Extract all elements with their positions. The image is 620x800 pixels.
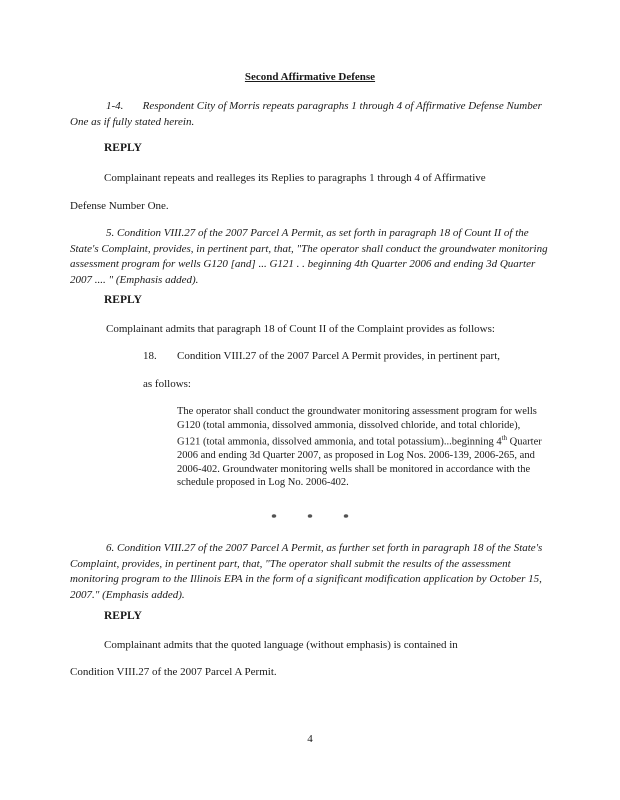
paragraph-5	[70, 226, 550, 288]
paragraph-text: Respondent City of Morris repeats paragraphs 1 through 4 of Affirmative Defense Number One as if fully stated herein.	[70, 100, 542, 128]
paragraph-text: Condition VIII.27 of the 2007 Parcel A Permit, as set forth in paragraph 18 of Count II of the State's Complaint, provides, in pertinent part, that, "The operator shall conduct the groundwater monitoring assessment program for wells G120 [and] ... G121 . . beginning 4th Quarter 2006 and ending 3d Quarter 2007 .... " (Emphasis added).	[70, 227, 548, 286]
reply-heading-1: REPLY	[104, 142, 142, 154]
reply-3-line-1: Complainant admits that the quoted language (without emphasis) is contained in	[104, 639, 458, 651]
item-18-line-2: as follows:	[143, 378, 191, 390]
reply-heading-3: REPLY	[104, 610, 142, 622]
section-heading: Second Affirmative Defense	[244, 71, 376, 83]
asterisk: *	[271, 512, 277, 524]
block-quote	[177, 405, 542, 490]
section-break-asterisks	[0, 512, 620, 524]
quote-part-1: The operator shall conduct the groundwater monitoring assessment program for wells G120 (total ammonia, dissolved ammonia, dissolved chloride, and total chloride), G121 (total ammonia, dissolved ammonia, and total potassium)...beginning 4	[177, 406, 537, 448]
paragraph-number: 6.	[106, 542, 115, 554]
paragraph-1-4	[70, 99, 550, 130]
quote-part-2: Quarter 2006 and ending 3d Quarter 2007, as proposed in Log Nos. 2006-139, 2006-265, and 2006-402. Groundwater monitoring wells shall be monitored in accordance with the schedule proposed in Log No. 2006-402.	[177, 436, 542, 488]
reply-1-line-1: Complainant repeats and realleges its Replies to paragraphs 1 through 4 of Affirmative	[104, 172, 486, 184]
quote-superscript: th	[501, 434, 508, 442]
reply-heading-2: REPLY	[104, 294, 142, 306]
paragraph-6	[70, 541, 550, 603]
item-18-number: 18.	[143, 350, 157, 362]
asterisk: *	[307, 512, 313, 524]
reply-3-line-2: Condition VIII.27 of the 2007 Parcel A Permit.	[70, 666, 277, 678]
reply-1-line-2: Defense Number One.	[70, 200, 169, 212]
item-18-line-1: Condition VIII.27 of the 2007 Parcel A Permit provides, in pertinent part,	[177, 350, 501, 362]
asterisk: *	[343, 512, 349, 524]
paragraph-number: 5.	[106, 227, 115, 239]
paragraph-number: 1-4.	[106, 100, 124, 112]
reply-2-line-1: Complainant admits that paragraph 18 of Count II of the Complaint provides as follows:	[106, 323, 495, 335]
paragraph-text: Condition VIII.27 of the 2007 Parcel A Permit, as further set forth in paragraph 18 of the State's Complaint, provides, in pertinent part, that, "The operator shall submit the results of the assessment monitoring program to the Illinois EPA in the form of a significant modification application by October 15, 2007." (Emphasis added).	[70, 542, 543, 601]
page-number: 4	[307, 733, 313, 745]
